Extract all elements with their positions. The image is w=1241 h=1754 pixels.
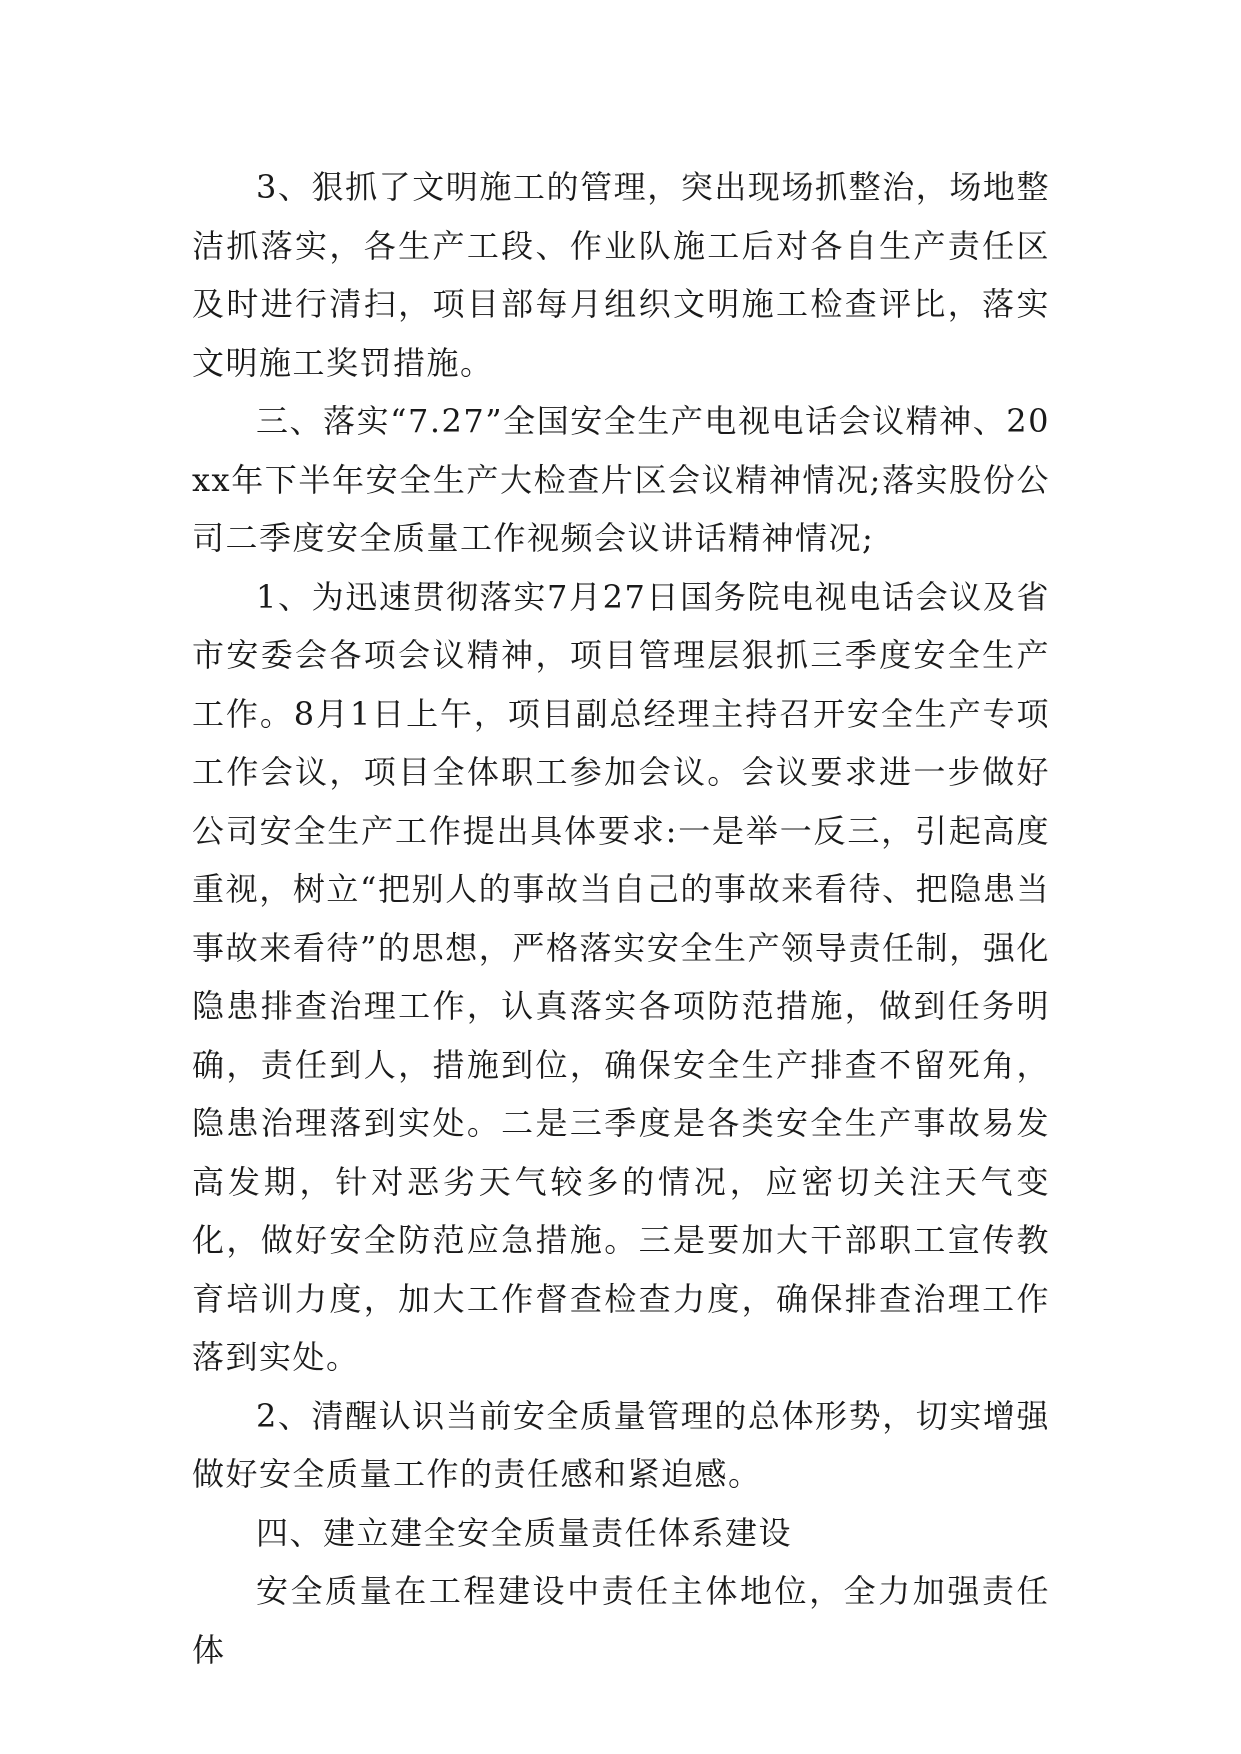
paragraph-meeting-implementation: 1、为迅速贯彻落实7月27日国务院电视电话会议及省市安委会各项会议精神，项目管理层狠抓三季度安全生产工作。8月1日上午，项目副总经理主持召开安全生产专项工作会议，项目全体职工参加会议。会议要求进一步做好公司安全生产工作提出具体要求:一是举一反三，引起高度重视，树立“把别人的事故当自己的事故来看待、把隐患当事故来看待”的思想，严格落实安全生产领导责任制，强化隐患排查治理工作，认真落实各项防范措施，做到任务明确，责任到人，措施到位，确保安全生产排查不留死角，隐患治理落到实处。二是三季度是各类安全生产事故易发高发期，针对恶劣天气较多的情况，应密切关注天气变化，做好安全防范应急措施。三是要加大干部职工宣传教育培训力度，加大工作督查检查力度，确保排查治理工作落到实处。	[192, 577, 1050, 1376]
document-body	[192, 158, 1050, 1679]
paragraph-civilized-construction: 3、狠抓了文明施工的管理，突出现场抓整治，场地整洁抓落实，各生产工段、作业队施工后对各自生产责任区及时进行清扫，项目部每月组织文明施工检查评比，落实文明施工奖罚措施。	[192, 168, 1050, 382]
paragraph-responsibility-system: 安全质量在工程建设中责任主体地位，全力加强责任体	[192, 1572, 1050, 1669]
paragraph-safety-awareness: 2、清醒认识当前安全质量管理的总体形势，切实增强做好安全质量工作的责任感和紧迫感。	[192, 1396, 1050, 1493]
paragraph-section-four-heading: 四、建立建全安全质量责任体系建设	[256, 1513, 793, 1552]
paragraph-section-three-heading: 三、落实“7.27”全国安全生产电视电话会议精神、20xx年下半年安全生产大检查片区会议精神情况;落实股份公司二季度安全质量工作视频会议讲话精神情况;	[192, 402, 1050, 557]
